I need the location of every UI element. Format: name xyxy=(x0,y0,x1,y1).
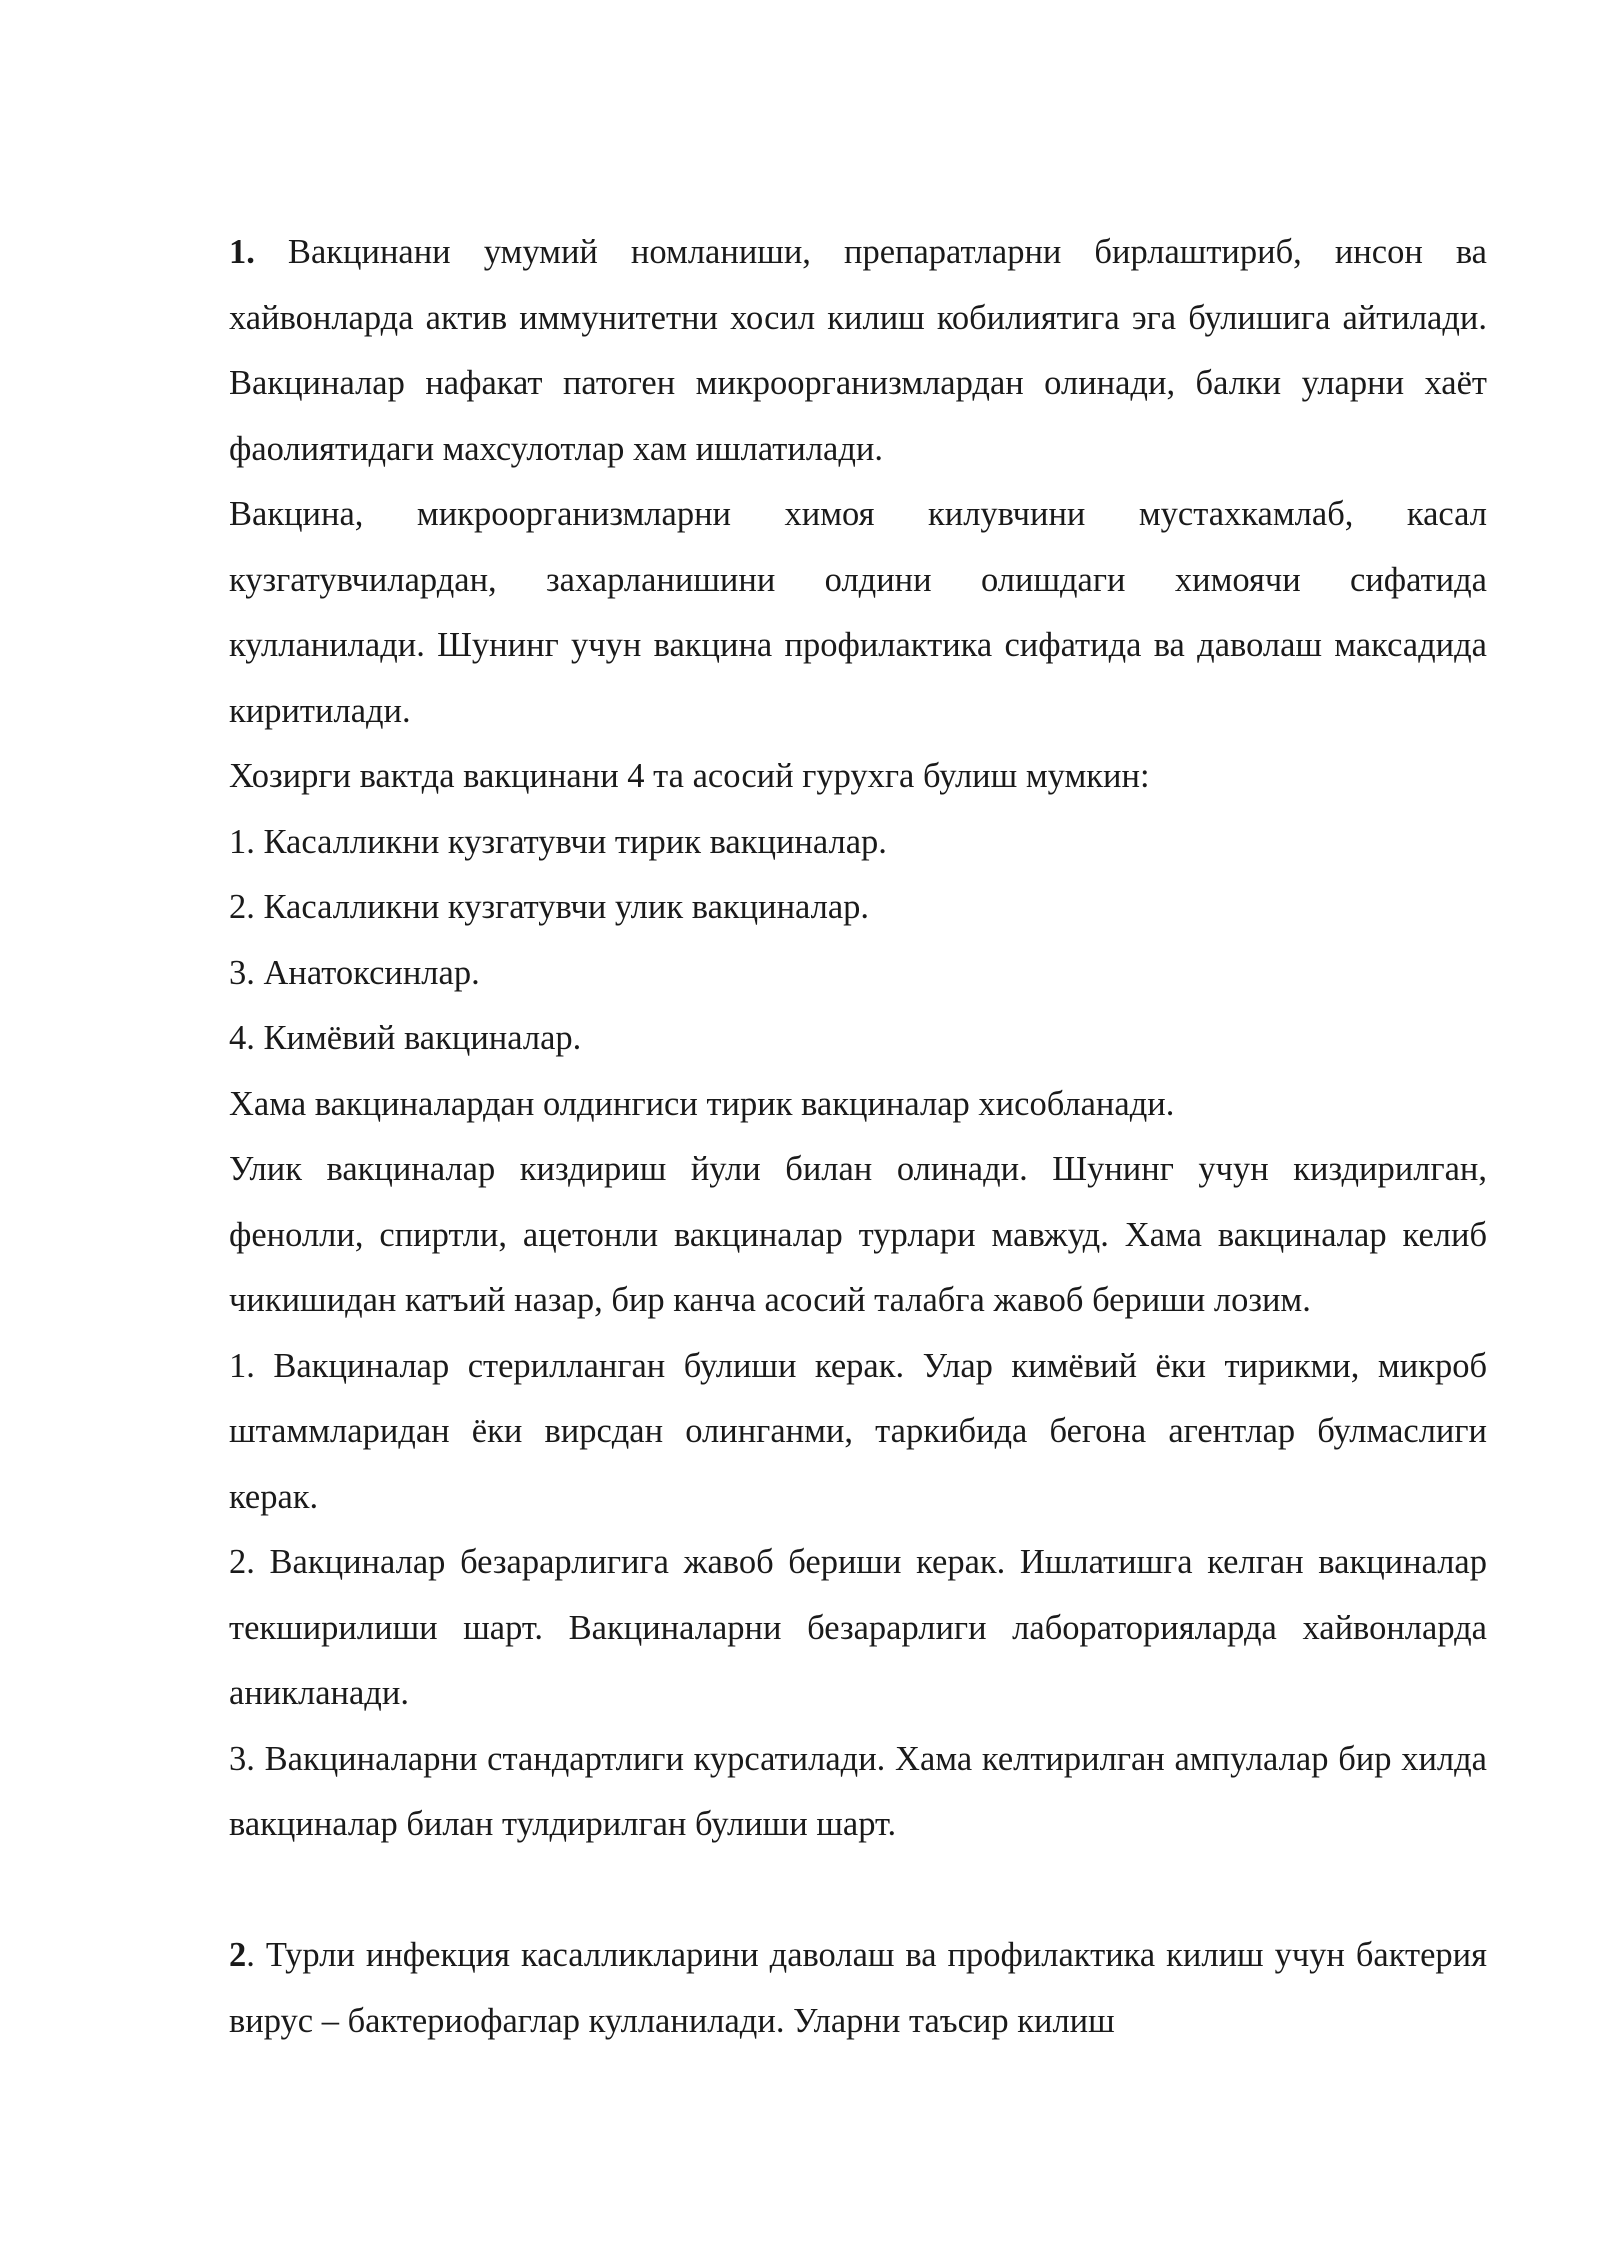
section-1-number: 1. xyxy=(229,233,255,271)
section-2-intro-text: . Турли инфекция касалликларини даволаш ва профилактика килиш учун бактерия вирус – бактериофаглар кулланилади. Уларни таъсир килиш xyxy=(229,1936,1487,2040)
section-2-intro xyxy=(229,1923,1487,2054)
section-2-number: 2 xyxy=(229,1936,247,1974)
paragraph-live-vaccines: Хама вакциналардан олдингиси тирик вакциналар хисобланади. xyxy=(229,1084,1175,1123)
paragraph-vaccine-purpose: Вакцина, микроорганизмларни химоя килувчини мустахкамлаб, касал кузгатувчилардан, захарланишини олдини олишдаги химоячи сифатида кулланилади. Шунинг учун вакцина профилактика сифатида ва даволаш максадида киритилади. xyxy=(229,495,1487,730)
group-item-3: 3. Анатоксинлар. xyxy=(229,953,480,992)
requirement-item-2: 2. Вакциналар безарарлигига жавоб бериши керак. Ишлатишга келган вакциналар текширилиши шарт. Вакциналарни безарарлиги лабораторияларда хайвонларда аникланади. xyxy=(229,1543,1487,1712)
section-1-intro xyxy=(229,220,1487,482)
group-item-4: 4. Кимёвий вакциналар. xyxy=(229,1019,582,1057)
group-item-2: 2. Касалликни кузгатувчи улик вакциналар. xyxy=(229,888,870,926)
section-1-intro-text: Вакцинани умумий номланиши, препаратларни бирлаштириб, инсон ва хайвонларда актив иммунитетни хосил килиш кобилиятига эга булишига айтилади. Вакциналар нафакат патоген микроорганизмлардан олинади, балки уларни хаёт фаолиятидаги махсулотлар хам ишлатилади. xyxy=(229,233,1487,468)
paragraph-groups-intro: Хозирги вактда вакцинани 4 та асосий гурухга булиш мумкин: xyxy=(229,757,1150,795)
paragraph-killed-vaccines: Улик вакциналар киздириш йули билан олинади. Шунинг учун киздирилган, фенолли, спиртли, ацетонли вакциналар турлари мавжуд. Хама вакциналар келиб чикишидан катъий назар, бир канча асосий талабга жавоб бериши лозим. xyxy=(229,1150,1487,1319)
group-item-1: 1. Касалликни кузгатувчи тирик вакциналар. xyxy=(229,822,887,861)
document-body xyxy=(229,220,1487,2054)
requirement-item-3: 3. Вакциналарни стандартлиги курсатилади. Хама келтирилган ампулалар бир хилда вакциналар билан тулдирилган булиши шарт. xyxy=(229,1739,1487,1843)
requirement-item-1: 1. Вакциналар стерилланган булиши керак. Улар кимёвий ёки тирикми, микроб штаммларидан ёки вирсдан олинганми, таркибида бегона агентлар булмаслиги керак. xyxy=(229,1346,1487,1516)
